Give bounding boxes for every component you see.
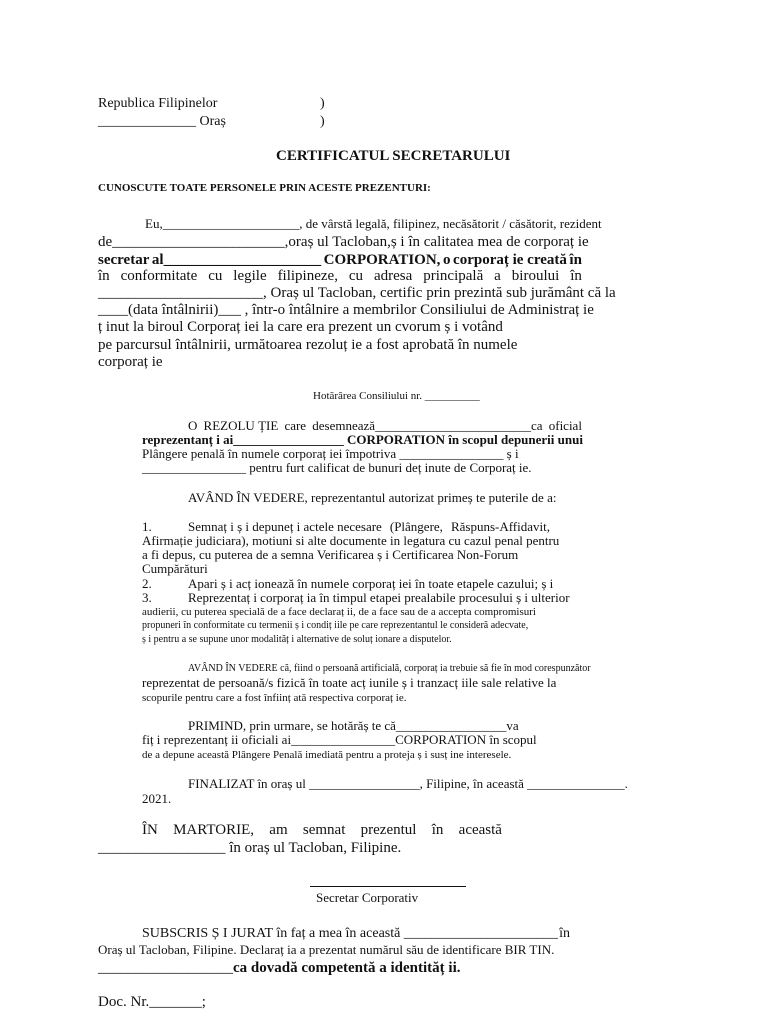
document-subtitle: CUNOSCUTE TOATE PERSONELE PRIN ACESTE PREZENTURI: [98,182,431,194]
intro-line-1: Eu,_____________________, de vârstă legală, filipinez, necăsătorit / căsătorit, rezident [145,216,602,231]
item-3-text: Reprezentaț i corporaț ia în timpul etapei prealabile procesului ș i ulterior [188,590,570,605]
intro-line-8: pe parcursul întâlnirii, următoarea rezoluț ie a fost aprobată în numele [98,337,518,353]
board-resolution-number: Hotărârea Consiliului nr. __________ [313,390,480,402]
item-2-number: 2. [142,576,152,591]
item-1-line-4: Cumpărături [142,561,208,576]
resolved-line-3: de a depune această Plângere Penală imediată pentru a proteja ș i susț ine interesele. [142,749,512,761]
witness-line-2: _________________ în oraș ul Tacloban, Filipine. [98,840,402,856]
item-1-number: 1. [142,519,152,534]
intro-line-4: în conformitate cu legile filipineze, cu adresa principală a biroului în [98,268,582,284]
resolution-line-4: ________________ pentru furt calificat de bunuri deț inute de Corporaț ie. [142,460,532,475]
item-3-line-3: propuneri în conformitate cu termenii ș i condiț iile pe care reprezentantul le consideră adecvate, [142,620,529,631]
finalized-line-1: FINALIZAT în oraș ul _________________, Filipine, în această _______________. [188,776,628,791]
resolution-line-3: Plângere penală în numele corporaț iei împotriva ________________ ș i [142,446,519,461]
intro-line-6: ____(data întâlnirii)___ , într-o întâlnire a membrilor Consiliului de Administraț ie [98,302,594,318]
intro-line-7: ț inut la biroul Corporaț iei la care era prezent un cvorum ș i votând [98,319,503,335]
subscribed-line-2: Oraș ul Tacloban, Filipine. Declaraț ia a prezentat numărul său de identificare BIR TIN. [98,942,555,957]
item-1-line-1: Semnaț i ș i depuneț i actele necesare (Plângere, Răspuns-Affidavit, [188,519,550,534]
header-paren-2: ) [320,114,325,129]
item-3-number: 3. [142,590,152,605]
item-1-line-3: a fi depus, cu puterea de a semna Verificarea ș i Certificarea Non-Forum [142,547,519,562]
whereas-artificial-person-2: reprezentat de persoană/s fizică în toate acț iunile ș i tranzacț iile sale relative la [142,675,557,690]
item-3-line-2: audierii, cu puterea specială de a face declaraț ii, de a face sau de a accepta compromisuri [142,606,536,618]
document-title: CERTIFICATUL SECRETARULUI [276,148,511,164]
item-3-line-4: ș i pentru a se supune unor modalităț i alternative de soluț ionare a disputelor. [142,634,452,645]
doc-number: Doc. Nr._______; [98,994,206,1010]
intro-line-3: secretar al_____________________ CORPORATION, o corporaț ie creată în [98,252,582,268]
intro-line-9: corporaț ie [98,354,163,370]
intro-line-2: de _______________________, oraș ul Tacloban, ș i în calitatea mea de corporaț ie [98,234,589,250]
resolution-line-2: reprezentanț i ai_________________ CORPORATION în scopul depunerii unui [142,432,583,447]
header-city: ______________ Oraș [98,114,226,129]
finalized-line-2: 2021. [142,791,172,806]
whereas-artificial-person-3: scopurile pentru care a fost înființ ată respectiva corporaț ie. [142,692,407,704]
resolution-line-1: O REZOLU ȚIE care desemnează________________________ca oficial [188,418,582,433]
resolved-line-1: PRIMIND, prin urmare, se hotărăș te că_________________va [188,718,519,733]
signature-line [310,886,466,887]
item-1-line-2: Afirmație judiciara), motiuni si alte documente in legatura cu cazul penal pentru [142,533,560,548]
subscribed-line-1: SUBSCRIS Ș I JURAT în faț a mea în această ______________________ în [142,926,570,941]
header-country: Republica Filipinelor [98,96,218,111]
resolved-line-2: fiț i reprezentanț ii oficiali ai________________CORPORATION în scopul [142,732,537,747]
header-paren-1: ) [320,96,325,111]
signature-label: Secretar Corporativ [316,890,419,905]
intro-line-5: ______________________, Oraș ul Tacloban, certific prin prezintă sub jurământ că la [98,285,616,301]
witness-line-1: ÎN MARTORIE, am semnat prezentul în această [142,822,502,838]
subscribed-line-3: __________________ca dovadă competentă a identităț ii. [98,960,461,976]
whereas-powers: AVÂND ÎN VEDERE, reprezentantul autorizat primeș te puterile de a: [188,490,557,505]
whereas-artificial-person-1: AVÂND ÎN VEDERE că, fiind o persoană artificială, corporaț ia trebuie să fie în mod corespunzător [188,663,591,674]
item-2-text: Apari ș i acț ionează în numele corporaț iei în toate etapele cazului; ș i [188,576,554,591]
